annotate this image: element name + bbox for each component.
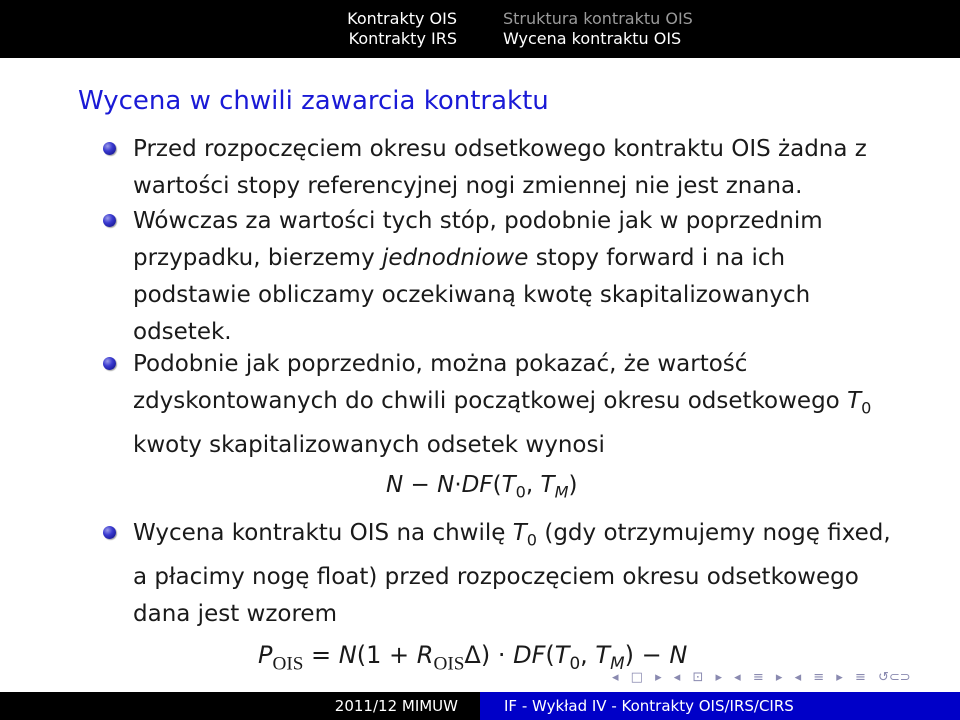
- f2-comma: ,: [580, 641, 588, 669]
- f2-open: (1: [356, 641, 382, 669]
- f2-eq: =: [311, 641, 332, 669]
- footer: [0, 692, 960, 720]
- nav-appendix-icon[interactable]: ≡: [854, 670, 866, 685]
- footer-left: 2011/12 MIMUW: [0, 692, 480, 720]
- formula-discounted-interest: [386, 467, 577, 504]
- f1-tm: T: [540, 472, 555, 498]
- f2-p-sub: OIS: [272, 653, 304, 675]
- nav-next-doc-icon[interactable]: ▸: [836, 670, 843, 685]
- nav-doc-icon[interactable]: ≡: [813, 670, 825, 685]
- bullet-2-emphasis: jednodniowe: [382, 245, 529, 271]
- footer-right: IF - Wykład IV - Kontrakty OIS/IRS/CIRS: [480, 692, 960, 720]
- f1-t0: T: [501, 472, 516, 498]
- f2-dfclose: ): [624, 641, 634, 669]
- f2-close: ): [480, 641, 491, 669]
- nav-prev-subsection-icon[interactable]: ◂: [673, 670, 681, 685]
- f2-plus: +: [389, 641, 410, 669]
- bullet-3-text-before: Podobnie jak poprzednio, można pokazać, że wartość zdyskontowanych do chwili początkowej okresu odsetkowego: [133, 351, 848, 414]
- bullet-4-text-after: (gdy otrzymujemy nogę fixed, a płacimy nogę float) przed rozpoczęciem okresu odsetkowego dana jest wzorem: [133, 520, 891, 627]
- bullet-item-3: [133, 346, 903, 464]
- f2-r-sub: OIS: [433, 653, 465, 675]
- nav-section-icon[interactable]: ≡: [752, 670, 764, 685]
- f2-dfopen: (: [545, 641, 555, 669]
- bullet-3-text-after: kwoty skapitalizowanych odsetek wynosi: [133, 431, 605, 458]
- bullet-2-text-before: Wówczas za wartości tych stóp, podobnie jak w poprzednim przypadku, bierzemy: [133, 208, 823, 271]
- bullet-text-2: [133, 203, 903, 351]
- f2-df: DF: [513, 641, 546, 669]
- f2-delta: Δ: [464, 641, 481, 669]
- bullet-3-symbol-sub: 0: [861, 398, 872, 418]
- f1-close: ): [568, 472, 578, 498]
- nav-prev-doc-icon[interactable]: ◂: [794, 670, 802, 685]
- nav-item-kontrakty-ois[interactable]: Kontrakty OIS: [347, 9, 457, 28]
- bullet-2-text-after: stopy forward i na ich podstawie obliczamy oczekiwaną kwotę skapitalizowanych odsetek.: [133, 245, 811, 345]
- f1-t0-sub: 0: [515, 482, 526, 502]
- bullet-text-3: [133, 346, 903, 464]
- f2-cdot: ·: [497, 641, 506, 669]
- nav-next-icon[interactable]: ▸: [655, 670, 662, 685]
- f2-n: N: [338, 641, 357, 669]
- bullet-icon: [103, 214, 116, 227]
- nav-next-section-icon[interactable]: ▸: [775, 670, 783, 685]
- f1-df: DF: [461, 472, 493, 498]
- bullet-icon: [103, 526, 116, 539]
- bullet-3-symbol: T: [847, 388, 862, 414]
- bullet-icon: [103, 142, 116, 155]
- bullet-4-symbol-sub: 0: [526, 530, 538, 550]
- bullet-4-text-before: Wycena kontraktu OIS na chwilę: [133, 520, 513, 546]
- navigation-symbols: [612, 670, 919, 690]
- f1-n2: N: [437, 472, 455, 498]
- bullet-item-2: [133, 203, 903, 351]
- f1-tm-sub: M: [554, 482, 569, 502]
- nav-frame-icon[interactable]: □: [630, 670, 643, 685]
- bullet-text-4: [133, 515, 903, 633]
- nav-prev-icon[interactable]: ◂: [612, 670, 619, 685]
- f2-n2: N: [669, 641, 688, 669]
- f1-open: (: [492, 472, 502, 498]
- f1-minus: −: [410, 472, 430, 498]
- f1-cdot: ·: [454, 472, 462, 498]
- nav-prev-section-icon[interactable]: ◂: [734, 670, 741, 685]
- formula-ois-valuation: [258, 637, 687, 674]
- f2-t0-sub: 0: [569, 652, 581, 673]
- nav-item-kontrakty-irs[interactable]: Kontrakty IRS: [348, 29, 457, 48]
- f2-t0: T: [554, 641, 570, 669]
- bullet-item-4: [133, 515, 903, 633]
- bullet-icon: [103, 357, 116, 370]
- f2-tm-sub: M: [610, 652, 625, 673]
- nav-next-subsection-icon[interactable]: ▸: [715, 670, 723, 685]
- frame-title: Wycena w chwili zawarcia kontraktu: [78, 86, 549, 116]
- bullet-4-symbol: T: [512, 520, 527, 546]
- f1-n1: N: [386, 472, 404, 498]
- f2-minus: −: [641, 641, 662, 669]
- bullet-item-1: [133, 131, 903, 205]
- nav-item-struktura-kontraktu[interactable]: Struktura kontraktu OIS: [503, 9, 693, 28]
- f2-r: R: [416, 641, 434, 669]
- f2-tm: T: [595, 641, 611, 669]
- nav-item-wycena-kontraktu[interactable]: Wycena kontraktu OIS: [503, 29, 682, 48]
- f2-p: P: [258, 641, 273, 669]
- nav-search-icon[interactable]: ↺⊂⊃: [878, 670, 911, 685]
- nav-subsection-icon[interactable]: ⊡: [692, 670, 704, 685]
- bullet-text-1: Przed rozpoczęciem okresu odsetkowego kontraktu OIS żadna z wartości stopy referencyjnej nogi zmiennej nie jest znana.: [133, 136, 867, 199]
- f1-comma: ,: [525, 472, 534, 498]
